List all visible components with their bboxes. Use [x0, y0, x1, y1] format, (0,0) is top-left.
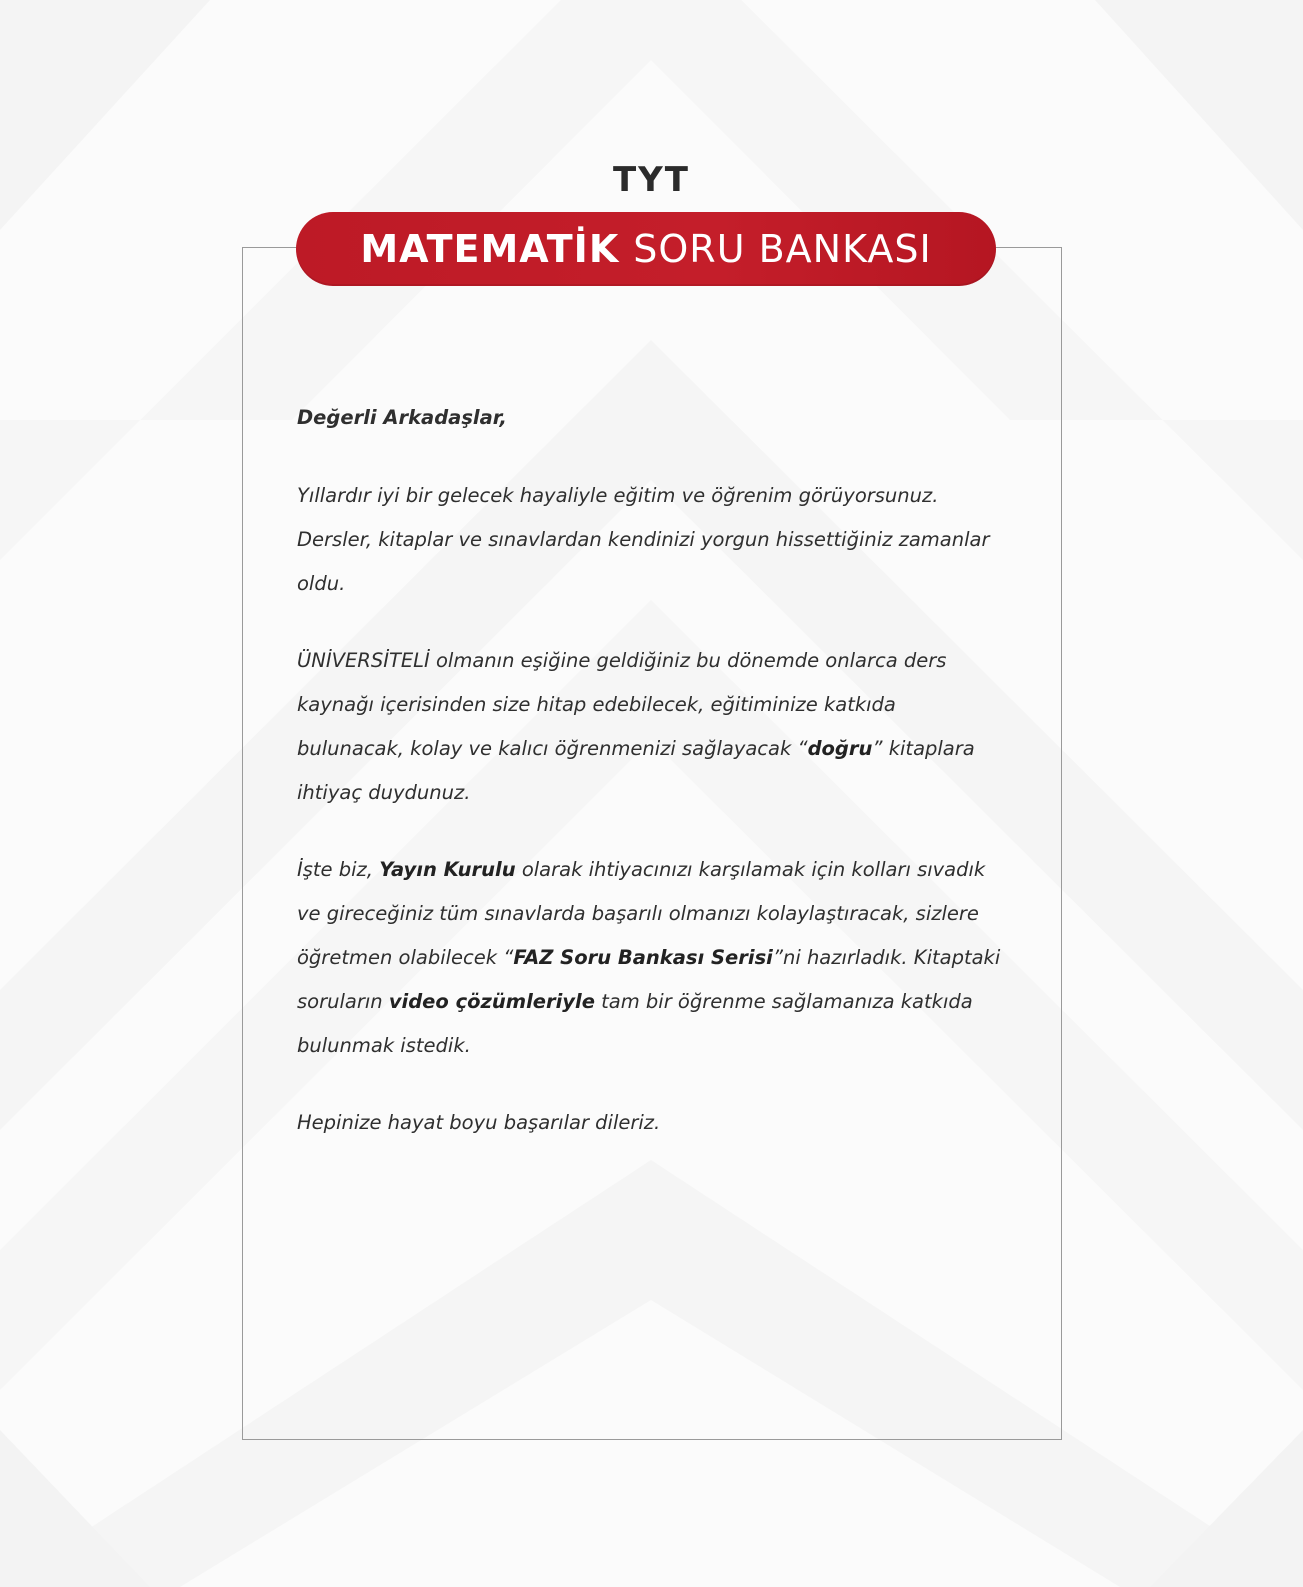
preface-letter	[297, 396, 1009, 1178]
p3-emphasis-series-name: FAZ Soru Bankası Serisi	[513, 946, 773, 969]
exam-type-label: TYT	[612, 160, 690, 200]
letter-paragraph-2	[297, 639, 1009, 815]
p3-emphasis-yayin-kurulu: Yayın Kurulu	[379, 858, 516, 881]
p3-text-e: ”ni hazırladık. Kitaptaki soruların	[297, 946, 1001, 1013]
p2-emphasis-dogru: doğru	[807, 737, 873, 760]
book-title-type: SORU BANKASI	[633, 227, 932, 271]
p3-text-g: tam bir öğrenme sağlamanıza katkıda bulunmak istedik.	[297, 990, 973, 1057]
book-title-subject: MATEMATİK	[360, 227, 620, 271]
book-title-banner	[296, 212, 996, 286]
letter-paragraph-1: Yıllardır iyi bir gelecek hayaliyle eğitim ve öğrenim görüyorsunuz. Dersler, kitaplar ve sınavlardan kendinizi yorgun hissettiğiniz zamanlar oldu.	[297, 484, 990, 595]
p3-text-c: olarak ihtiyacınızı karşılamak için kolları sıvadık ve gireceğiniz tüm sınavlarda başarılı olmanızı kolaylaştıracak, sizlere öğretmen olabilecek “	[297, 858, 986, 969]
letter-closing: Hepinize hayat boyu başarılar dileriz.	[297, 1111, 661, 1134]
p2-text-a: ÜNİVERSİTELİ olmanın eşiğine geldiğiniz bu dönemde onlarca ders kaynağı içerisinden size hitap edebilecek, eğitiminize katkıda bulunacak, kolay ve kalıcı öğrenmenizi sağlayacak “	[297, 649, 947, 760]
p3-emphasis-video-solutions: video çözümleriyle	[388, 990, 595, 1013]
letter-greeting: Değerli Arkadaşlar,	[297, 406, 507, 429]
p2-text-c: ” kitaplara ihtiyaç duydunuz.	[297, 737, 975, 804]
letter-paragraph-3	[297, 848, 1009, 1068]
p3-text-a: İşte biz,	[297, 858, 380, 881]
